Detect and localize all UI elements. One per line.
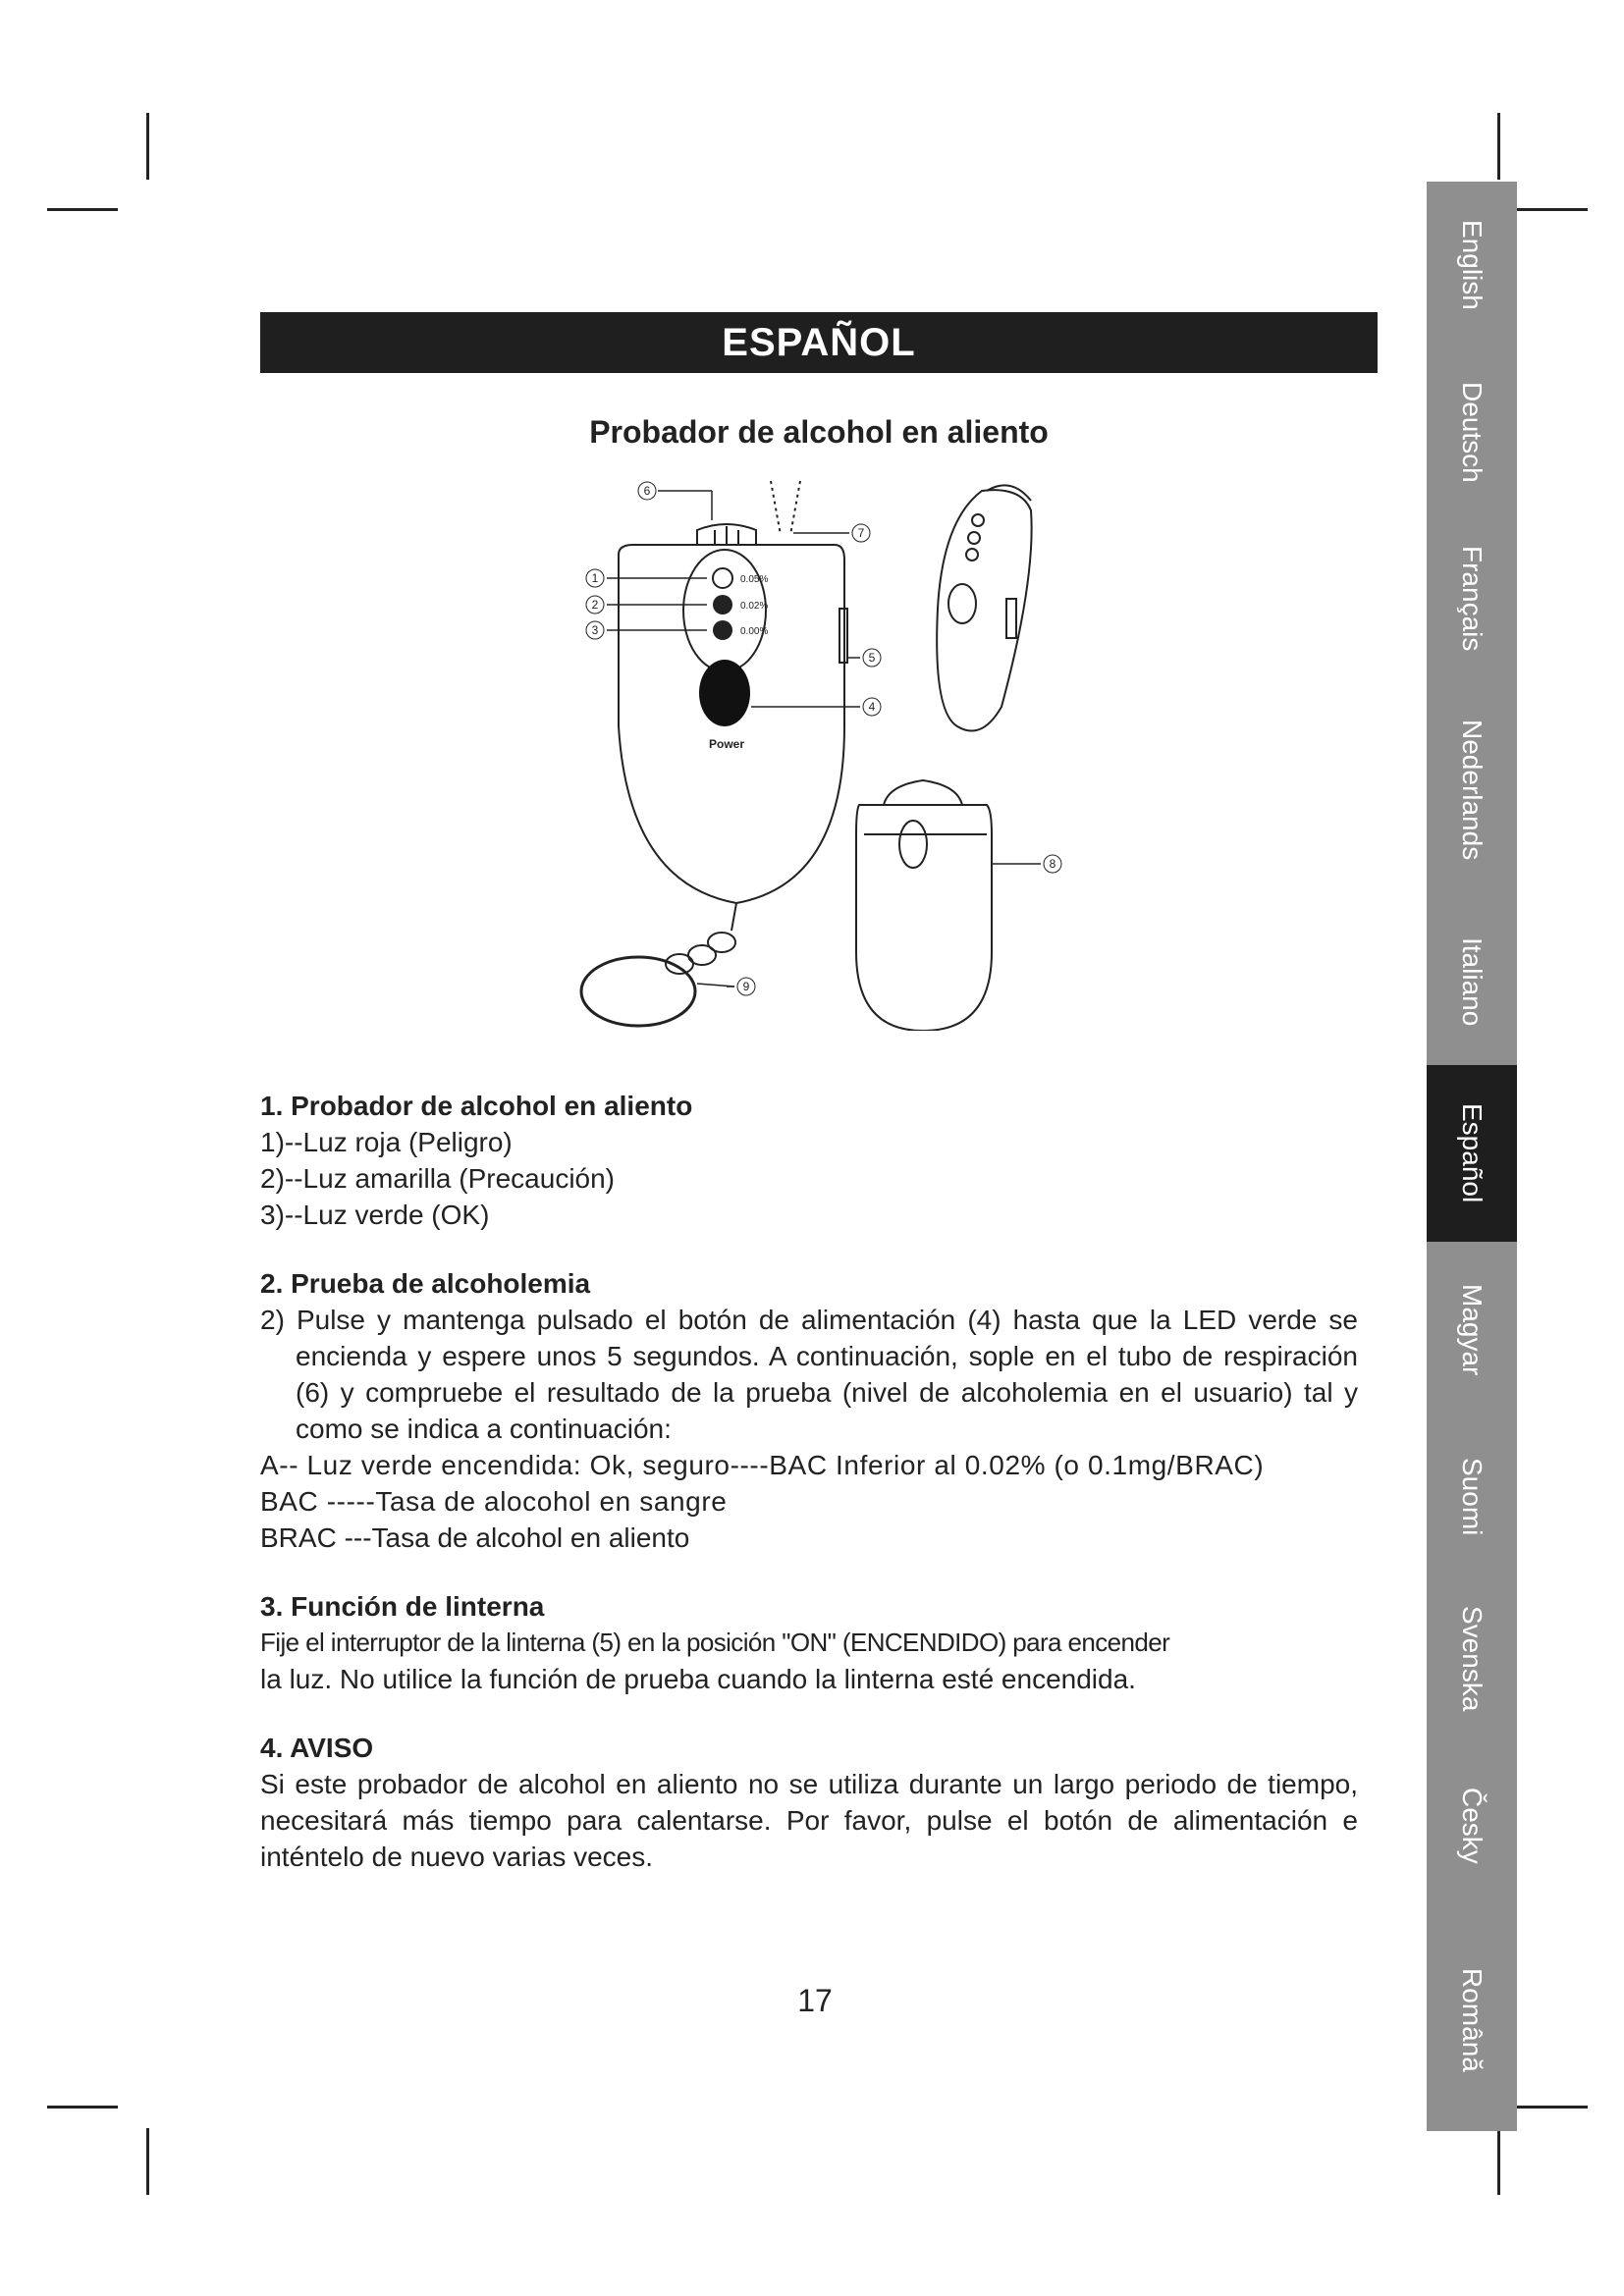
crop-mark [146,113,149,180]
tab-romana[interactable] [1427,1909,1517,2131]
language-title: ESPAÑOL [722,320,916,364]
section-prueba [260,1265,1358,1556]
result-line: A-- Luz verde encendida: Ok, seguro----BAC Inferior al 0.02% (o 0.1mg/BRAC) [260,1450,1265,1480]
tab-label: English [1457,220,1488,310]
power-label: Power [709,737,745,751]
led-green-icon [713,620,732,640]
tab-label: Italiano [1457,936,1488,1027]
back-device [856,805,992,1031]
tab-deutsch[interactable] [1427,348,1517,515]
tab-label: Română [1457,1968,1488,2072]
definition-line: BRAC ---Tasa de alcohol en aliento [260,1522,690,1553]
tab-italiano[interactable] [1427,898,1517,1065]
power-button-icon [699,660,750,726]
main-content [260,1088,1358,1907]
led-yellow-icon [713,595,732,614]
led-label: 0.00% [740,626,769,637]
tab-magyar[interactable] [1427,1242,1517,1418]
language-tabs [1427,182,1517,2131]
paragraph: Si este probador de alcohol en aliento no se utiliza durante un largo periodo de tiempo, necesitará más tiempo para calentarse. Por favor, pulse el botón de alimentación e inténtelo de nuevo varias veces. [260,1769,1358,1872]
paragraph-line: la luz. No utilice la función de prueba cuando la linterna esté encendida. [260,1664,1136,1694]
tab-espanol[interactable] [1427,1065,1517,1242]
callout-label: 2 [591,598,599,612]
section-heading: 4. AVISO [260,1733,374,1763]
section-heading: 2. Prueba de alcoholemia [260,1268,591,1299]
callout-label: 8 [1049,857,1056,871]
section-aviso [260,1730,1358,1875]
list-item: 3)--Luz verde (OK) [260,1200,490,1230]
tab-label: Česky [1457,1788,1488,1864]
crop-mark [1497,113,1500,180]
tab-label: Magyar [1457,1284,1488,1376]
crop-mark [1517,2106,1588,2109]
key-ring [581,957,695,1026]
tab-label: Español [1457,1103,1488,1203]
tab-cesky[interactable] [1427,1742,1517,1909]
tab-label: Suomi [1457,1458,1488,1536]
section-heading: 3. Función de linterna [260,1591,545,1622]
tab-francais[interactable] [1427,515,1517,682]
tab-label: Svenska [1457,1606,1488,1712]
callout-label: 1 [591,571,599,585]
crop-mark [47,208,118,211]
section-linterna [260,1588,1358,1697]
page-number: 17 [797,1983,833,2018]
callout-label: 7 [857,526,865,540]
tab-svenska[interactable] [1427,1575,1517,1742]
device-illustration [550,461,1100,1031]
tab-label: Deutsch [1457,381,1488,483]
crop-mark [1517,208,1588,211]
tab-label: Français [1457,546,1488,652]
section-heading: 1. Probador de alcohol en aliento [260,1091,693,1121]
callout-label: 3 [591,623,599,637]
tab-english[interactable] [1427,182,1517,348]
list-item: 1)--Luz roja (Peligro) [260,1127,513,1157]
tab-label: Nederlands [1457,720,1488,861]
callout-label: 6 [643,484,651,498]
document-title: Probador de alcohol en aliento [589,414,1049,450]
crop-mark [47,2106,118,2109]
paragraph: 2) Pulse y mantenga pulsado el botón de alimentación (4) hasta que la LED verde se encienda y espere unos 5 segundos. A continuación, sople en el tubo de respiración (6) y compruebe el resultado de la prueba (nivel de alcoholemia en el usuario) tal y como se indica a continuación: [260,1305,1358,1444]
led-red-icon [713,568,732,588]
definition-line: BAC -----Tasa de alocohol en sangre [260,1486,728,1517]
callout-label: 9 [742,980,750,993]
led-label: 0.05% [740,574,769,585]
crop-mark [1497,2128,1500,2195]
callout-label: 4 [868,700,876,714]
section-probador [260,1088,1358,1233]
tab-suomi[interactable] [1427,1418,1517,1575]
led-label: 0.02% [740,601,769,612]
tab-nederlands[interactable] [1427,682,1517,898]
callout-label: 5 [868,651,876,665]
list-item: 2)--Luz amarilla (Precaución) [260,1163,616,1194]
language-header-bar [260,312,1378,373]
side-device [937,490,1031,730]
paragraph-line: Fije el interruptor de la linterna (5) en la posición "ON" (ENCENDIDO) para encender [260,1628,1170,1657]
crop-mark [146,2128,149,2195]
